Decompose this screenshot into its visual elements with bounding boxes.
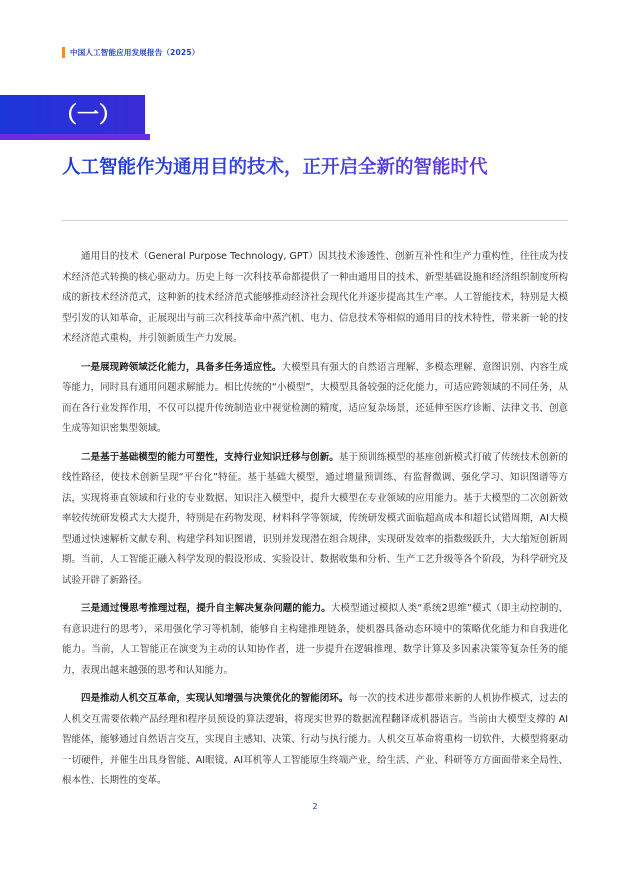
paragraph-lead: 二是基于基础模型的能力可塑性，支持行业知识迁移与创新。 [81, 451, 339, 463]
report-header [62, 46, 199, 58]
paragraph-point-4 [62, 689, 568, 792]
paragraph-text: 大模型通过模拟人类“系统2思维”模式（即主动控制的、有意识进行的思考），采用强化学习等机制，能够自主构建推理链条，使机器具备动态环境中的策略优化能力和自我进化能力。当前，人工智能正在演变为主动的认知协作者，进一步提升在逻辑推理、数学计算及多因素决策等复杂任务的能力，表现出越来越强的思考和认知能力。 [62, 603, 568, 676]
paragraph-text: 基于预训练模型的基座创新模式打破了传统技术创新的线性路径，使技术创新呈现“平台化”特征。基于基础大模型，通过增量预训练、有监督微调、强化学习、知识图谱等方法，实现将垂直领域和行业的专业数据、知识注入模型中，提升大模型在专业领域的应用能力。基于大模型的二次创新效率较传统研发模式大大提升，特别是在药物发现、材料科学等领域，传统研发模式面临超高成本和超长试错周期，AI大模型通过快速解析文献专利、构建学科知识图谱，识别并发现潜在组合规律，实现研发效率的指数级跃升，大大缩短创新周期。当前，人工智能正融入科学发现的假设形成、实验设计、数据收集和分析、生产工艺升级等各个阶段，为科学研究及试验开辟了新路径。 [62, 451, 568, 586]
title-divider [62, 220, 568, 221]
paragraph-intro [62, 247, 568, 350]
paragraph-point-3 [62, 599, 568, 681]
header-accent-bar [62, 47, 65, 58]
paragraph-text: 大模型具有强大的自然语言理解、多模态理解、意图识别、内容生成等能力，同时具有通用问题求解能力。相比传统的“小模型”，大模型具备较强的泛化能力，可适应跨领域的不同任务，从而在各行业发挥作用，不仅可以提升传统制造业中视觉检测的精度，适应复杂场景，还延伸至医疗诊断、法律文书、创意生成等知识密集型领域。 [62, 361, 568, 434]
section-title: 人工智能作为通用目的技术，正开启全新的智能时代 [62, 155, 582, 181]
paragraph-lead: 一是展现跨领域泛化能力，具备多任务适应性。 [81, 361, 282, 373]
report-title: 中国人工智能应用发展报告（2025） [70, 47, 200, 57]
paragraph-text: 每一次的技术进步都带来新的人机协作模式，过去的人机交互需要依赖产品经理和程序员预设的算法逻辑，将现实世界的数据流程翻译成机器语言。当前由大模型支撑的 AI 智能体，能够通过自然语言交互，实现自主感知、决策、行动与执行能力。人机交互革命将重构一切软件，大模型将驱动一切硬件，并催生出具身智能、AI眼镜、AI耳机等人工智能原生终端产业，给生活、产业、科研等方方面面带来全局性、根本性、长期性的变革。 [62, 693, 568, 786]
page-number: 2 [312, 802, 318, 811]
section-number: （一） [55, 103, 122, 128]
paragraph-point-2 [62, 448, 568, 592]
paragraph-text: 通用目的技术（General Purpose Technology, GPT）因其技术渗透性、创新互补性和生产力重构性，往往成为技术经济范式转换的核心驱动力。历史上每一次科技革命都提供了一种由通用目的技术、新型基础设施和经济组织制度所构成的新技术经济范式，这种新的技术经济范式能够推动经济社会现代化并逐步提高其生产率。人工智能技术，特别是大模型引发的认知革命，正展现出与前三次科技革命中蒸汽机、电力、信息技术等相似的通用目的技术特性，带来新一轮的技术经济范式重构，并引领新质生产力发展。 [62, 251, 568, 344]
paragraph-lead: 四是推动人机交互革命，实现认知增强与决策优化的智能闭环。 [81, 693, 349, 704]
body-text [62, 247, 568, 800]
paragraph-lead: 三是通过慢思考推理过程，提升自主解决复杂问题的能力。 [81, 603, 331, 614]
section-label-accent-stripe [0, 134, 150, 140]
paragraph-point-1 [62, 358, 568, 440]
